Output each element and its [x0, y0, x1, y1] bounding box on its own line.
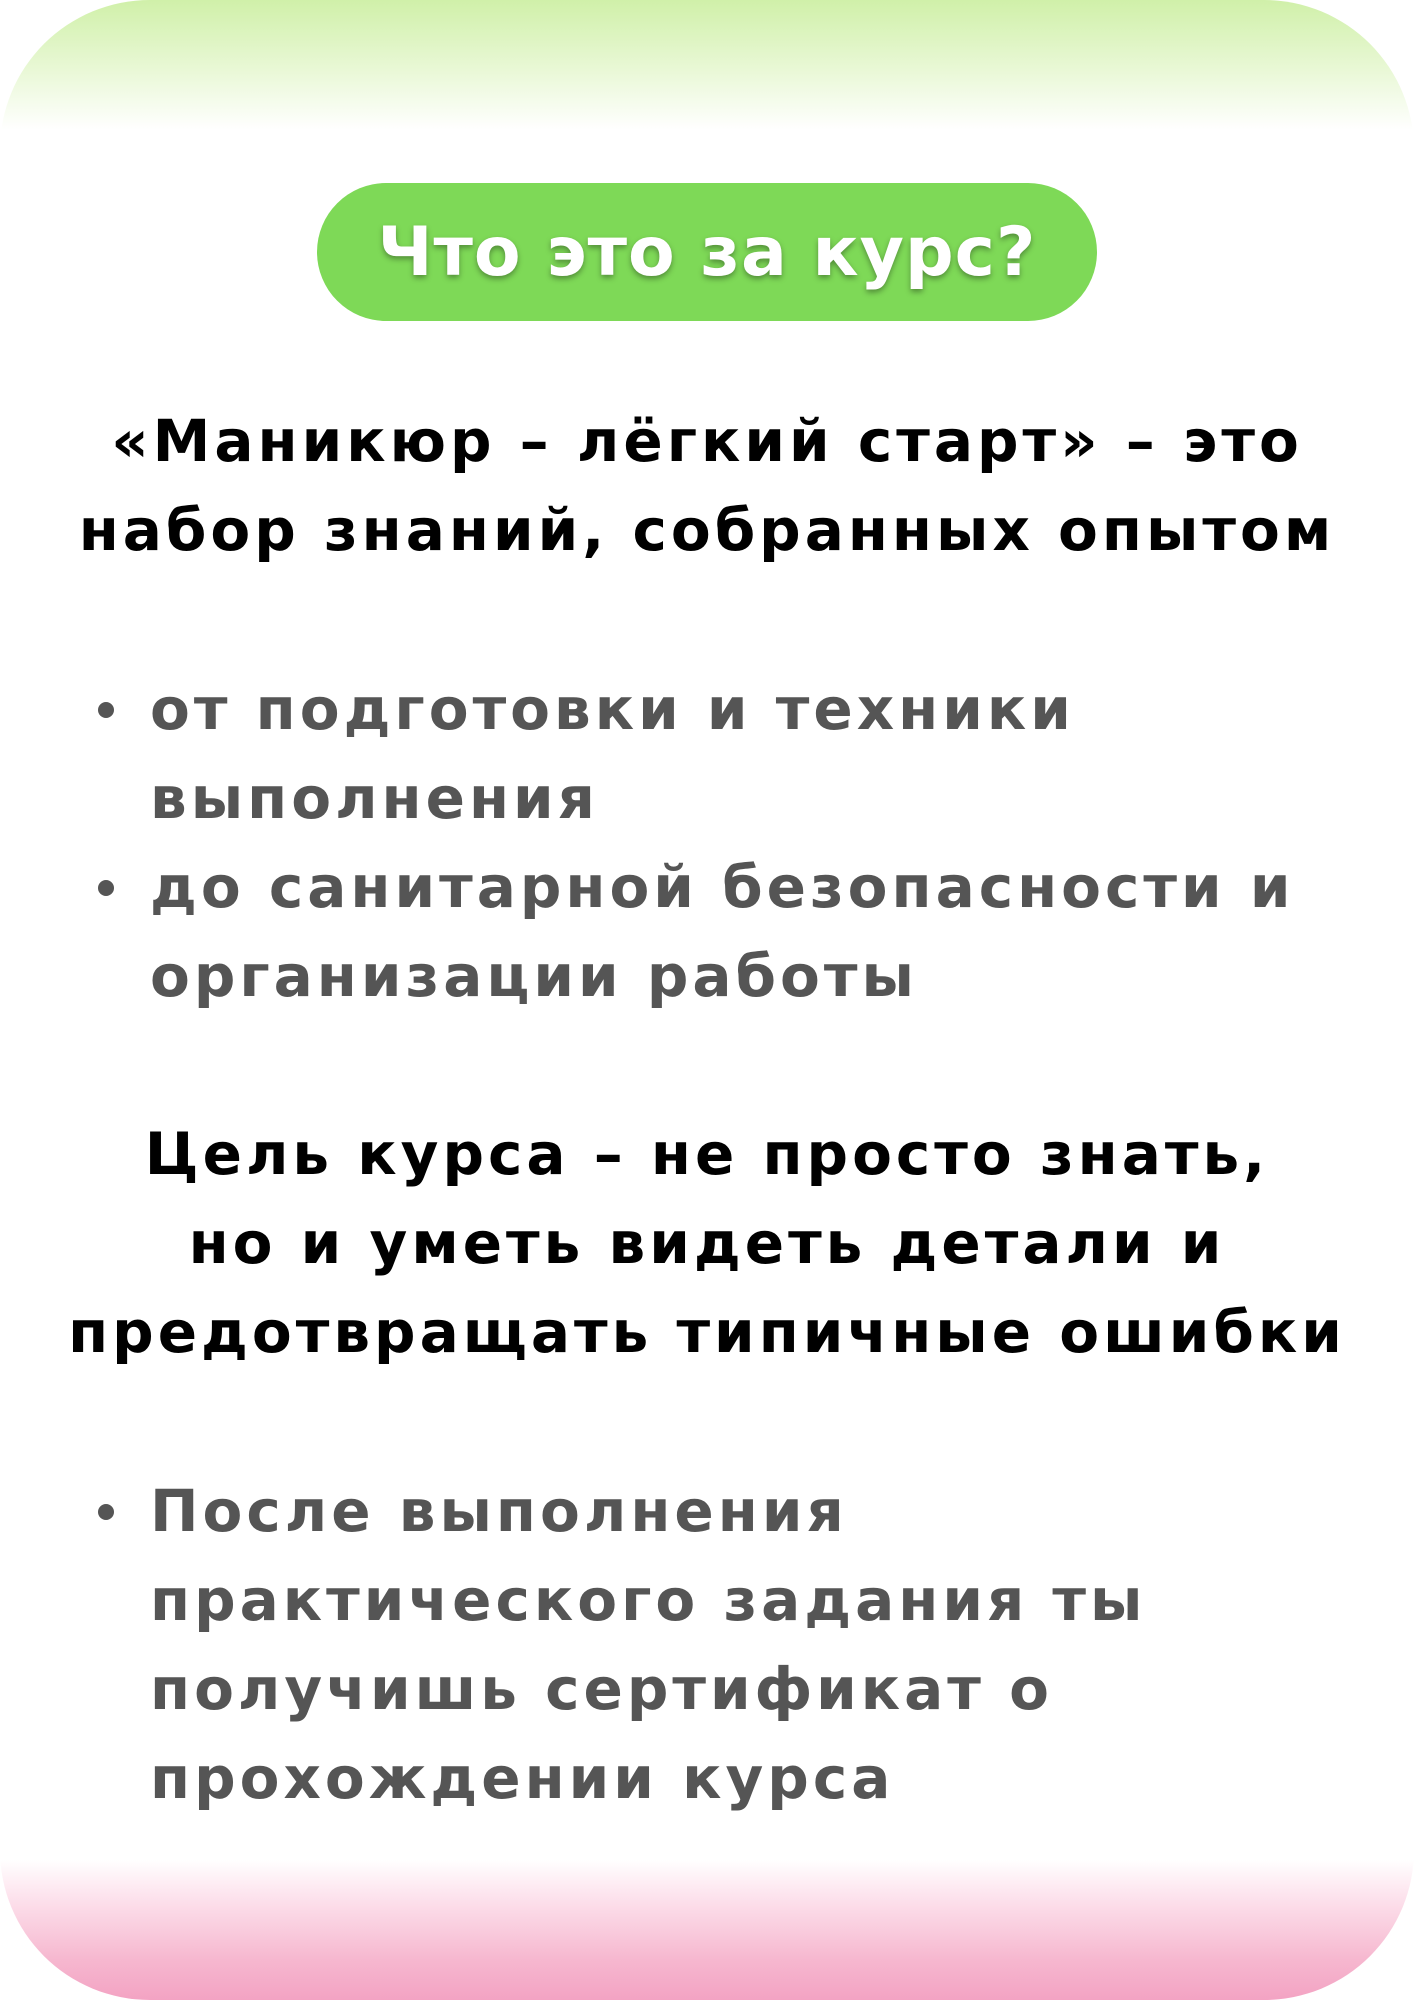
list-item-line: от подготовки и техники [150, 675, 1075, 743]
goal-line: предотвращать типичные ошибки [68, 1298, 1346, 1366]
intro-line: набор знаний, собранных опытом [78, 496, 1336, 564]
intro-line: «Маникюр – лёгкий старт» – это [111, 407, 1303, 475]
scope-list [0, 665, 1414, 1021]
goal-line: Цель курса – не просто знать, [144, 1120, 1270, 1188]
list-item [0, 665, 1414, 843]
list-item [0, 843, 1414, 1021]
list-item-line: После выполнения [150, 1477, 848, 1545]
list-item-line: получишь сертификат о [150, 1655, 1053, 1723]
list-item-line: практического задания ты [150, 1566, 1147, 1634]
bullet-dot-icon [98, 880, 114, 896]
list-item-line: до санитарной безопасности и [150, 853, 1295, 921]
list-item-line: прохождении курса [150, 1744, 895, 1812]
title-badge [317, 183, 1097, 321]
list-item-line: организации работы [150, 942, 918, 1010]
goal-paragraph [0, 1110, 1414, 1377]
bullet-dot-icon [98, 702, 114, 718]
page-title: Что это за курс? [377, 212, 1037, 292]
intro-paragraph [0, 397, 1414, 575]
goal-line: но и уметь видеть детали и [188, 1209, 1226, 1277]
list-item-line: выполнения [150, 764, 599, 832]
certificate-list [0, 1467, 1414, 1823]
bullet-dot-icon [98, 1504, 114, 1520]
list-item [0, 1467, 1414, 1823]
